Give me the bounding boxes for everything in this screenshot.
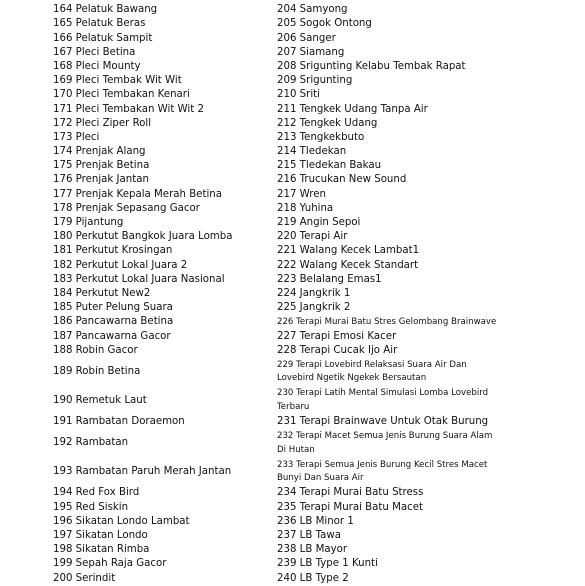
list-row	[0, 344, 585, 358]
list-item-right: 209 Srigunting	[277, 75, 353, 87]
list-item-left: 179 Pijantung	[53, 217, 124, 228]
list-item-right: 206 Sanger	[277, 32, 336, 44]
list-row	[0, 315, 585, 329]
list-row	[0, 244, 585, 258]
list-item-right: 204 Samyong	[277, 4, 348, 16]
list-row	[0, 74, 585, 88]
list-item-right: 208 Srigunting Kelabu Tembak Rapat	[277, 60, 466, 72]
list-item-left: 192 Rambatan	[53, 437, 129, 449]
list-row	[0, 486, 585, 500]
list-row	[0, 60, 585, 74]
list-row	[0, 230, 585, 244]
list-row	[0, 103, 585, 117]
list-item-right: 220 Terapi Air	[277, 231, 348, 243]
list-item-left: 171 Pleci Tembakan Wit Wit 2	[53, 103, 204, 115]
list-item-right: 237 LB Tawa	[277, 530, 341, 541]
list-item-left: 182 Perkutut Lokal Juara 2	[53, 259, 188, 271]
list-row	[0, 501, 585, 515]
list-item-right: 215 Tledekan Bakau	[277, 160, 382, 172]
list-item-right: 214 Tledekan	[277, 146, 347, 158]
list-item-right: 205 Sogok Ontong	[277, 18, 372, 30]
list-item-left: 180 Perkutut Bangkok Juara Lomba	[53, 231, 233, 243]
list-row	[0, 173, 585, 187]
list-row	[0, 543, 585, 557]
list-item-right: 226 Terapi Murai Batu Stres Gelombang Brainwave	[277, 316, 497, 327]
list-item-right: 229 Terapi Lovebird Relaksasi Suara Air Dan Lovebird Ngetik Ngekek Bersautan	[277, 359, 467, 384]
list-row	[0, 3, 585, 17]
list-item-left: 174 Prenjak Alang	[53, 146, 146, 158]
list-row	[0, 572, 585, 586]
list-row	[0, 202, 585, 216]
list-item-left: 168 Pleci Mounty	[53, 60, 141, 72]
list-item-left: 167 Pleci Betina	[53, 46, 136, 58]
list-item-left: 190 Remetuk Laut	[53, 394, 147, 406]
list-row	[0, 17, 585, 31]
list-item-left: 177 Prenjak Kepala Merah Betina	[53, 188, 222, 200]
list-item-right: 222 Walang Kecek Standart	[277, 259, 419, 271]
list-item-right: 211 Tengkek Udang Tanpa Air	[277, 103, 428, 115]
list-item-left: 198 Sikatan Rimba	[53, 544, 150, 556]
list-item-right: 210 Sriti	[277, 89, 320, 101]
list-item-left: 183 Perkutut Lokal Juara Nasional	[53, 273, 225, 285]
list-item-left: 189 Robin Betina	[53, 366, 141, 378]
list-row	[0, 273, 585, 287]
list-item-left: 196 Sikatan Londo Lambat	[53, 515, 190, 527]
list-item-left: 176 Prenjak Jantan	[53, 174, 149, 186]
list-item-right: 212 Tengkek Udang	[277, 117, 378, 129]
list-item-right: 224 Jangkrik 1	[277, 287, 351, 299]
list-row	[0, 301, 585, 315]
list-item-right: 223 Belalang Emas1	[277, 273, 382, 285]
list-row	[0, 259, 585, 273]
list-row	[0, 46, 585, 60]
list-row	[0, 117, 585, 131]
list-item-left: 166 Pelatuk Sampit	[53, 32, 153, 44]
list-item-right: 233 Terapi Semua Jenis Burung Kecil Stres Macet Bunyi Dan Suara Air	[277, 459, 488, 484]
list-item-right: 235 Terapi Murai Batu Macet	[277, 501, 423, 513]
list-item-left: 170 Pleci Tembakan Kenari	[53, 89, 190, 101]
list-row	[0, 88, 585, 102]
list-row	[0, 358, 585, 387]
list-item-left: 195 Red Siskin	[53, 501, 129, 513]
list-item-right: 216 Trucukan New Sound	[277, 174, 407, 186]
list-item-right: 213 Tengkekbuto	[277, 131, 365, 143]
list-item-left: 194 Red Fox Bird	[53, 487, 140, 499]
list-item-right: 239 LB Type 1 Kunti	[277, 558, 378, 570]
list-item-right: 218 Yuhina	[277, 202, 334, 214]
list-row	[0, 131, 585, 145]
list-item-right: 232 Terapi Macet Semua Jenis Burung Suara Alam Di Hutan	[277, 430, 493, 455]
list-item-left: 199 Sepah Raja Gacor	[53, 558, 167, 570]
list-row	[0, 159, 585, 173]
list-item-left: 188 Robin Gacor	[53, 344, 138, 356]
list-item-left: 186 Pancawarna Betina	[53, 316, 174, 328]
list-row	[0, 32, 585, 46]
list-item-right: 221 Walang Kecek Lambat1	[277, 245, 420, 257]
list-item-right: 230 Terapi Latih Mental Simulasi Lomba Lovebird Terbaru	[277, 388, 489, 412]
list-item-left: 172 Pleci Ziper Roll	[53, 117, 152, 129]
list-row	[0, 429, 585, 458]
list-item-right: 219 Angin Sepoi	[277, 217, 361, 228]
list-row	[0, 216, 585, 230]
list-row	[0, 145, 585, 159]
list-item-left: 191 Rambatan Doraemon	[53, 416, 185, 428]
list-item-left: 197 Sikatan Londo	[53, 530, 148, 541]
list-item-right: 240 LB Type 2	[277, 572, 349, 584]
list-row	[0, 458, 585, 487]
list-item-right: 238 LB Mayor	[277, 544, 348, 556]
list-item-right: 234 Terapi Murai Batu Stress	[277, 487, 424, 499]
list-item-left: 165 Pelatuk Beras	[53, 18, 146, 30]
list-item-right: 207 Siamang	[277, 46, 345, 58]
list-item-right: 236 LB Minor 1	[277, 515, 354, 527]
list-item-left: 169 Pleci Tembak Wit Wit	[53, 75, 182, 87]
list-item-left: 173 Pleci	[53, 131, 100, 143]
list-item-left: 187 Pancawarna Gacor	[53, 330, 171, 342]
list-item-right: 217 Wren	[277, 188, 326, 200]
list-row	[0, 415, 585, 429]
list-item-left: 185 Puter Pelung Suara	[53, 302, 173, 314]
list-item-left: 184 Perkutut New2	[53, 287, 151, 299]
list-item-left: 164 Pelatuk Bawang	[53, 4, 158, 16]
list-item-right: 228 Terapi Cucak Ijo Air	[277, 344, 398, 356]
list-item-left: 178 Prenjak Sepasang Gacor	[53, 202, 200, 214]
list-row	[0, 515, 585, 529]
list-item-left: 193 Rambatan Paruh Merah Jantan	[53, 466, 232, 478]
list-item-right: 225 Jangkrik 2	[277, 302, 351, 314]
list-row	[0, 188, 585, 202]
list-row	[0, 386, 585, 415]
list-row	[0, 330, 585, 344]
list-item-left: 200 Serindit	[53, 572, 116, 584]
list-item-left: 175 Prenjak Betina	[53, 160, 150, 172]
list-row	[0, 529, 585, 543]
list-item-left: 181 Perkutut Krosingan	[53, 245, 173, 257]
list-item-right: 227 Terapi Emosi Kacer	[277, 330, 397, 342]
list-item-right: 231 Terapi Brainwave Untuk Otak Burung	[277, 416, 489, 428]
list-row	[0, 287, 585, 301]
list-row	[0, 557, 585, 571]
